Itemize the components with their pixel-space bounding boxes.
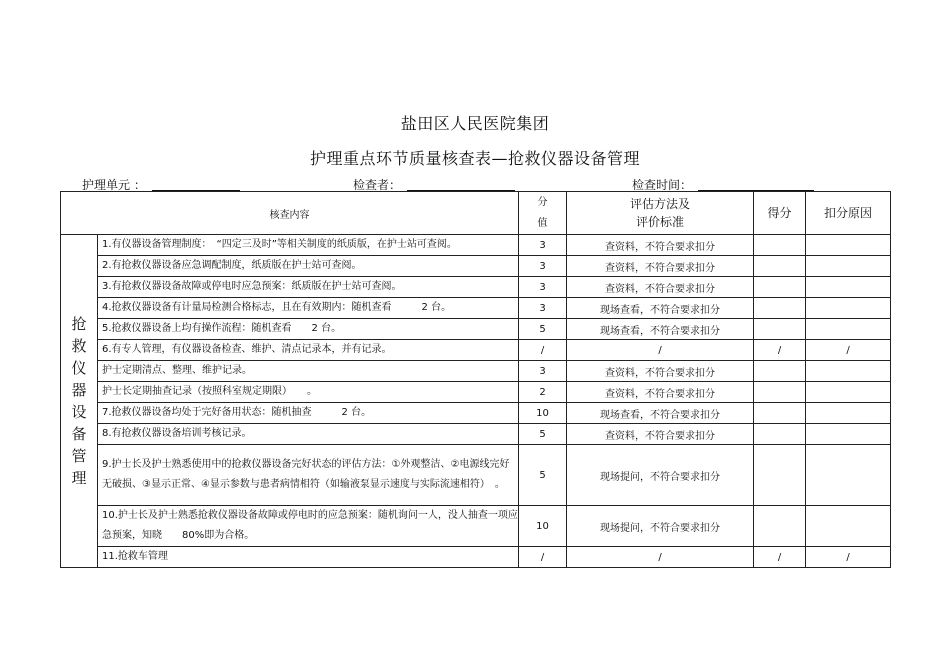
inspection-time-label: 检查时间： [632, 178, 693, 192]
item-method: / [567, 547, 754, 568]
header-score [519, 192, 567, 235]
item-method: 现场查看，不符合要求扣分 [567, 319, 754, 340]
item-obtained-score[interactable] [754, 298, 806, 319]
item-deduction-reason[interactable] [806, 403, 891, 424]
item-method: 查资料，不符合要求扣分 [567, 277, 754, 298]
item-content: 5.抢救仪器设备上均有操作流程：随机查看 2 台。 [98, 319, 519, 340]
item-content: 11.抢救车管理 [98, 547, 519, 568]
item-method: 查资料，不符合要求扣分 [567, 256, 754, 277]
header-score-top: 分 [537, 197, 548, 208]
item-content: 1.有仪器设备管理制度： “四定三及时”等相关制度的纸质版，在护士站可查阅。 [98, 235, 519, 256]
item-score: 10 [519, 403, 567, 424]
table-row [61, 403, 891, 424]
item-deduction-reason[interactable] [806, 298, 891, 319]
item-method: 查资料，不符合要求扣分 [567, 235, 754, 256]
nursing-unit-blank[interactable] [152, 178, 240, 191]
item-score: 5 [519, 445, 567, 506]
table-row [61, 340, 891, 361]
table-row [61, 235, 891, 256]
item-obtained-score[interactable] [754, 445, 806, 506]
table-row [61, 382, 891, 403]
table-row [61, 506, 891, 547]
item-deduction-reason[interactable] [806, 382, 891, 403]
table-row [61, 319, 891, 340]
header-reason: 扣分原因 [806, 192, 891, 235]
item-content: 2.有抢救仪器设备应急调配制度，纸质版在护士站可查阅。 [98, 256, 519, 277]
item-deduction-reason[interactable] [806, 506, 891, 547]
inspection-time-blank[interactable] [698, 178, 814, 191]
item-content: 8.有抢救仪器设备培训考核记录。 [98, 424, 519, 445]
inspector-blank[interactable] [407, 178, 515, 191]
item-deduction-reason[interactable] [806, 424, 891, 445]
item-score: 3 [519, 235, 567, 256]
item-content: 9.护士长及护士熟悉使用中的抢救仪器设备完好状态的评估方法：①外观整洁、②电源线完好无破损、③显示正常、④显示参数与患者病情相符（如输液泵显示速度与实际流速相符） 。 [98, 445, 519, 506]
item-content: 4.抢救仪器设备有计量局检测合格标志，且在有效期内：随机查看 2 台。 [98, 298, 519, 319]
item-obtained-score[interactable]: / [754, 340, 806, 361]
item-deduction-reason[interactable] [806, 235, 891, 256]
table-row [61, 256, 891, 277]
item-method: 查资料，不符合要求扣分 [567, 424, 754, 445]
item-deduction-reason[interactable] [806, 256, 891, 277]
item-obtained-score[interactable] [754, 403, 806, 424]
item-score: 3 [519, 298, 567, 319]
item-obtained-score[interactable] [754, 361, 806, 382]
item-obtained-score[interactable] [754, 424, 806, 445]
item-content: 6.有专人管理，有仪器设备检查、维护、清点记录本，并有记录。 [98, 340, 519, 361]
item-method: 查资料，不符合要求扣分 [567, 361, 754, 382]
nursing-unit-label: 护理单元 ： [82, 178, 146, 192]
table-row [61, 424, 891, 445]
item-method: 现场查看，不符合要求扣分 [567, 298, 754, 319]
item-method: 现场查看，不符合要求扣分 [567, 403, 754, 424]
item-score: 10 [519, 506, 567, 547]
item-deduction-reason[interactable] [806, 277, 891, 298]
item-score: 3 [519, 361, 567, 382]
item-method: / [567, 340, 754, 361]
item-method: 现场提问，不符合要求扣分 [567, 445, 754, 506]
table-row [61, 547, 891, 568]
header-method-top: 评估方法及 [629, 197, 690, 211]
item-deduction-reason[interactable] [806, 445, 891, 506]
header-content: 核查内容 [61, 192, 519, 235]
item-obtained-score[interactable] [754, 256, 806, 277]
item-content: 10.护士长及护士熟悉抢救仪器设备故障或停电时的应急预案：随机询问一人，没人抽查一项应急预案，知晓 80%即为合格。 [98, 506, 519, 547]
item-score: 5 [519, 424, 567, 445]
table-row [61, 298, 891, 319]
header-score-bottom: 值 [537, 218, 548, 229]
header-method-bottom: 评价标准 [635, 215, 684, 229]
item-score: / [519, 340, 567, 361]
category-cell [61, 235, 98, 568]
item-obtained-score[interactable] [754, 235, 806, 256]
item-deduction-reason[interactable]: / [806, 340, 891, 361]
item-score: 5 [519, 319, 567, 340]
item-obtained-score[interactable]: / [754, 547, 806, 568]
item-deduction-reason[interactable] [806, 319, 891, 340]
item-content: 护士长定期抽查记录（按照科室规定期限） 。 [98, 382, 519, 403]
item-score: 3 [519, 277, 567, 298]
header-obtained: 得分 [754, 192, 806, 235]
header-method [567, 192, 754, 235]
category-label: 抢救仪器设备管理 [71, 315, 87, 487]
item-score: 3 [519, 256, 567, 277]
item-content: 7.抢救仪器设备均处于完好备用状态：随机抽查 2 台。 [98, 403, 519, 424]
checklist-table [60, 191, 891, 568]
item-deduction-reason[interactable]: / [806, 547, 891, 568]
table-header-row [61, 192, 891, 235]
item-method: 现场提问，不符合要求扣分 [567, 506, 754, 547]
table-row [61, 277, 891, 298]
item-deduction-reason[interactable] [806, 361, 891, 382]
org-title: 盐田区人民医院集团 [400, 114, 550, 133]
table-row [61, 445, 891, 506]
item-score: 2 [519, 382, 567, 403]
item-content: 护士定期清点、整理、维护记录。 [98, 361, 519, 382]
item-obtained-score[interactable] [754, 506, 806, 547]
table-row [61, 361, 891, 382]
item-score: / [519, 547, 567, 568]
item-obtained-score[interactable] [754, 277, 806, 298]
item-obtained-score[interactable] [754, 382, 806, 403]
item-content: 3.有抢救仪器设备故障或停电时应急预案：纸质版在护士站可查阅。 [98, 277, 519, 298]
item-method: 查资料，不符合要求扣分 [567, 382, 754, 403]
inspector-label: 检查者： [353, 178, 402, 192]
form-title: 护理重点环节质量核查表—抢救仪器设备管理 [309, 149, 640, 168]
item-obtained-score[interactable] [754, 319, 806, 340]
